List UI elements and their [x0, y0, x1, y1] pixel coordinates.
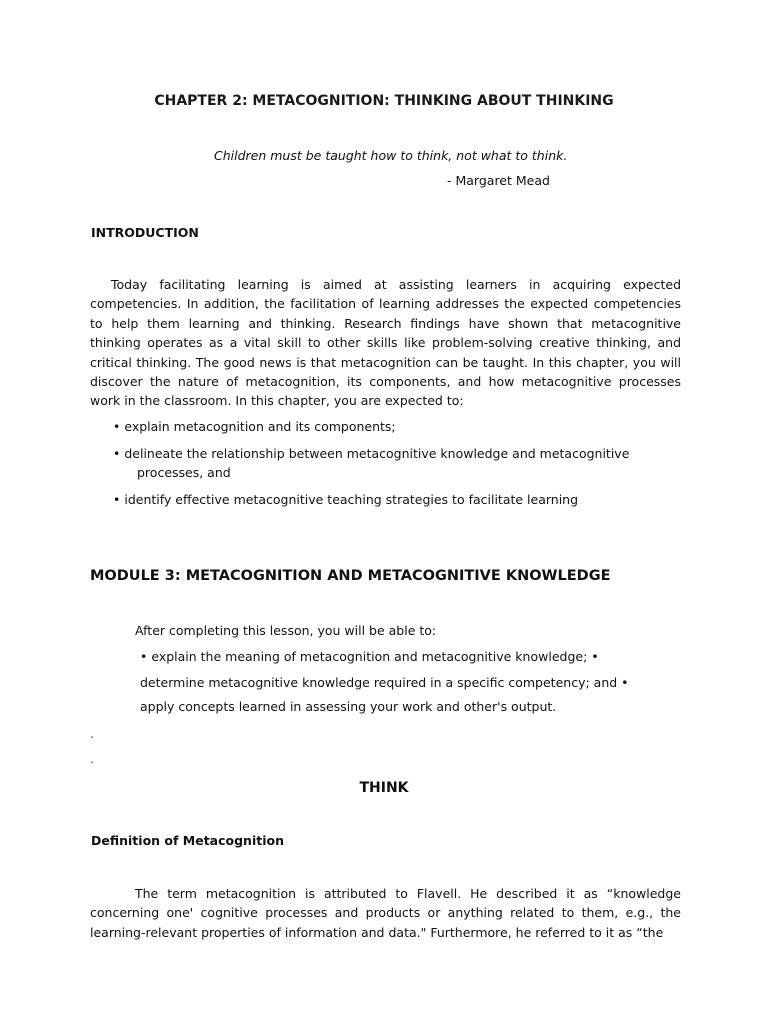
objective-item: apply concepts learned in assessing your work and other's output.	[140, 699, 557, 714]
introduction-bullet-continuation: processes, and	[137, 465, 231, 480]
epigraph-author: - Margaret Mead	[447, 173, 550, 188]
chapter-title: CHAPTER 2: METACOGNITION: THINKING ABOUT THINKING	[154, 93, 614, 109]
stray-dot: .	[90, 727, 94, 741]
introduction-paragraph	[90, 275, 681, 411]
lesson-intro: After completing this lesson, you will be able to:	[135, 623, 437, 638]
introduction-heading: INTRODUCTION	[91, 225, 199, 240]
epigraph-quote: Children must be taught how to think, not what to think.	[214, 148, 568, 163]
stray-dot: .	[90, 752, 94, 766]
definition-paragraph	[90, 884, 681, 942]
introduction-bullet: • identify effective metacognitive teaching strategies to facilitate learning	[113, 492, 579, 507]
introduction-bullet: • delineate the relationship between metacognitive knowledge and metacognitive	[113, 446, 630, 461]
module-title: MODULE 3: METACOGNITION AND METACOGNITIVE KNOWLEDGE	[90, 568, 611, 584]
introduction-paragraph-text: Today facilitating learning is aimed at assisting learners in acquiring expected competencies. In addition, the facilitation of learning addresses the expected competencies to help them learning and thinking. Research findings have shown that metacognitive thinking operates as a vital skill to other skills like problem-solving creative thinking, and critical thinking. The good news is that metacognition can be taught. In this chapter, you will discover the nature of metacognition, its components, and how metacognitive processes work in the classroom. In this chapter, you are expected to:	[90, 277, 681, 409]
definition-paragraph-text: The term metacognition is attributed to Flavell. He described it as “knowledge concerning one' cognitive processes and products or anything related to them, e.g., the learning-relevant properties of information and data." Furthermore, he referred to it as “the	[90, 886, 681, 940]
think-heading: THINK	[359, 780, 409, 796]
objective-item: determine metacognitive knowledge required in a specific competency; and •	[140, 675, 629, 690]
objective-item: • explain the meaning of metacognition and metacognitive knowledge; •	[140, 649, 599, 664]
definition-heading: Definition of Metacognition	[91, 833, 284, 848]
introduction-bullet: • explain metacognition and its components;	[113, 419, 396, 434]
